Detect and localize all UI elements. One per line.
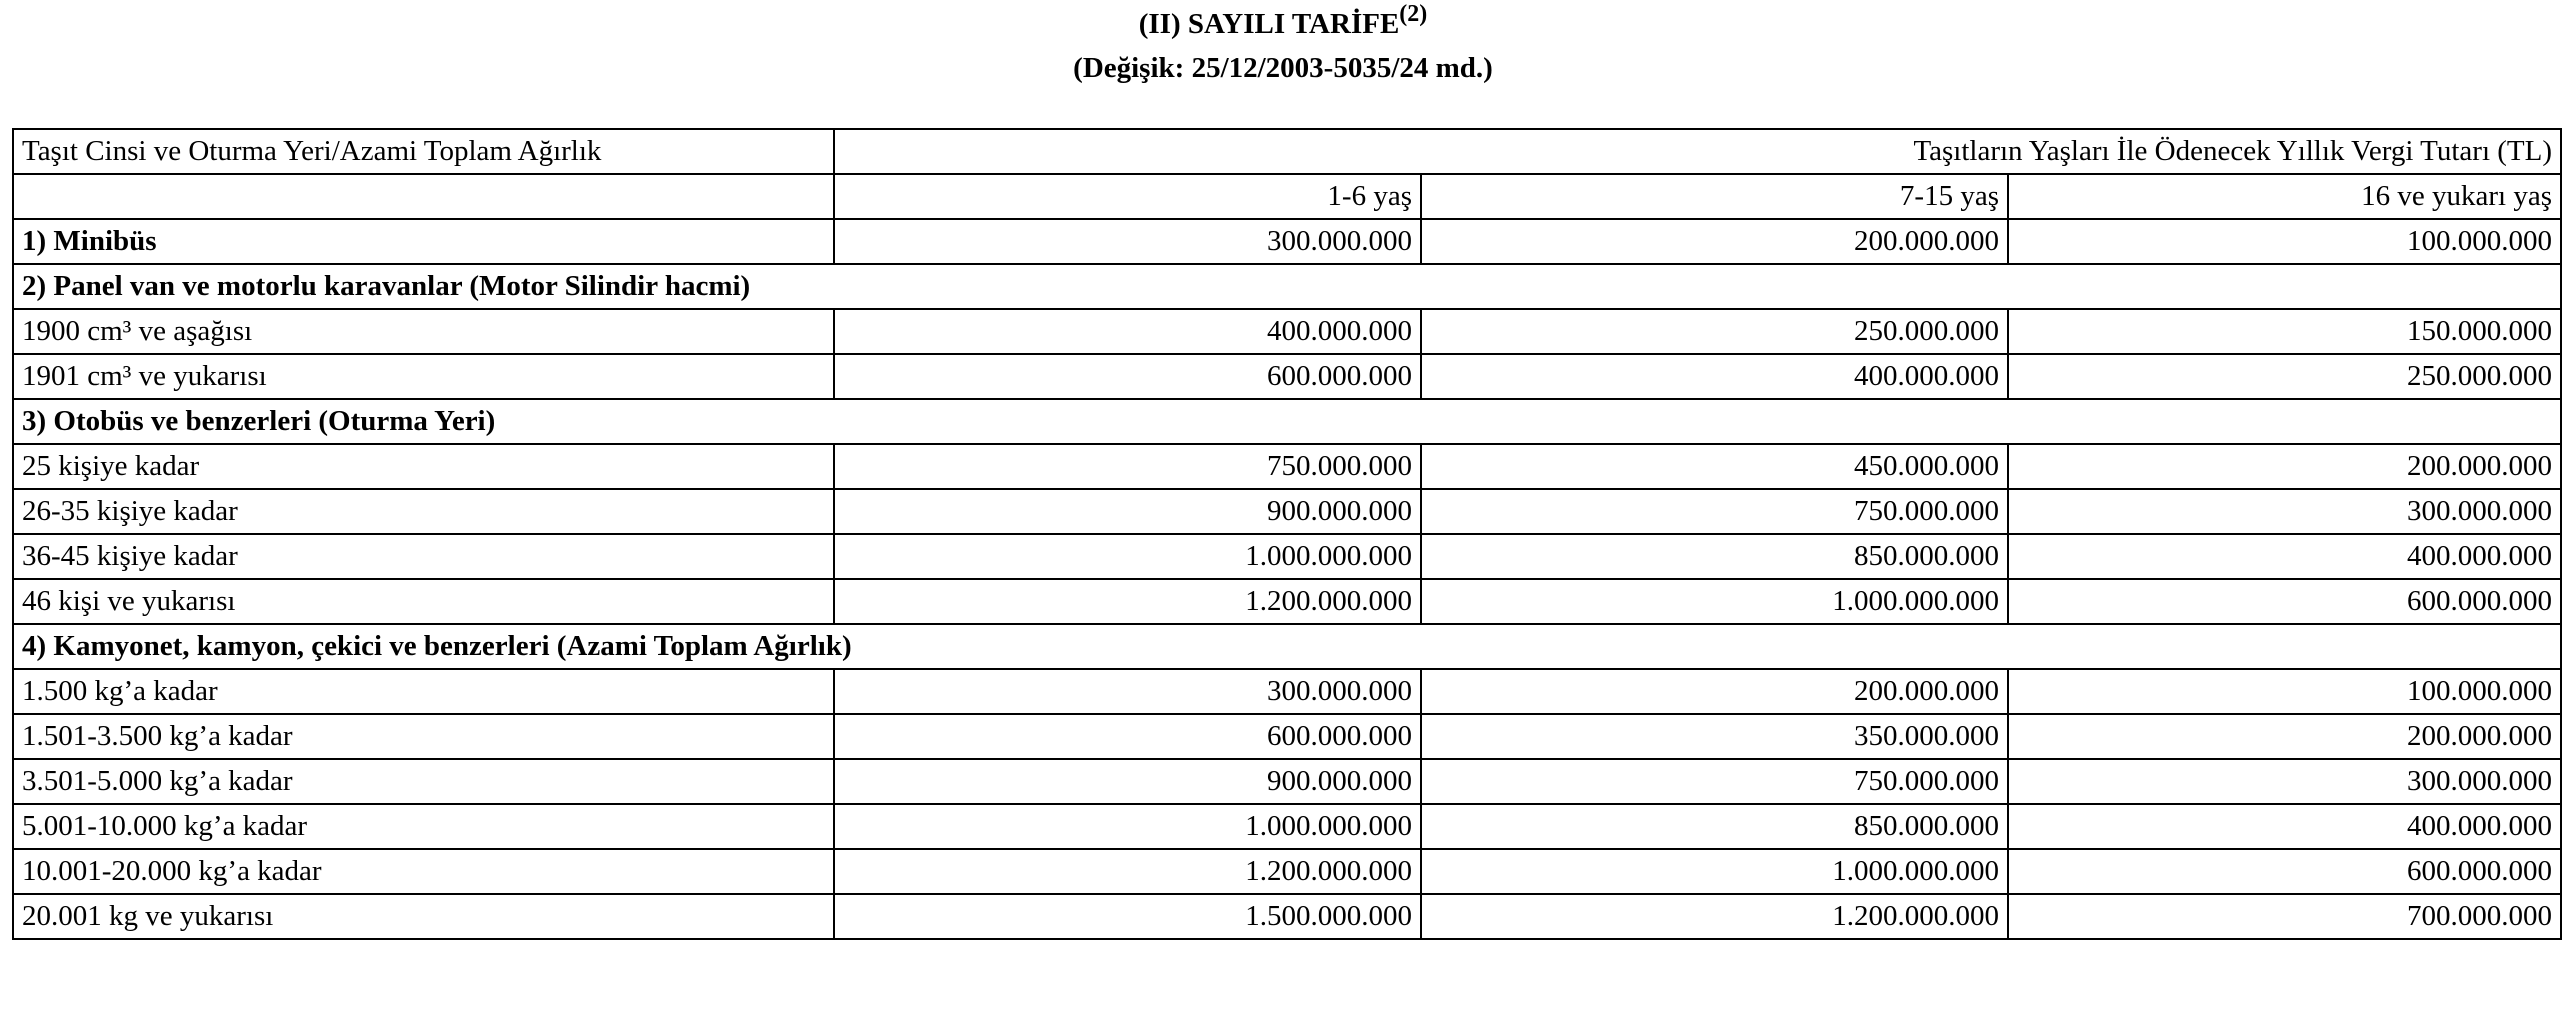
- tax-value: 600.000.000: [2008, 849, 2561, 894]
- table-row: [13, 804, 2561, 849]
- row-label: 1.500 kg’a kadar: [13, 669, 834, 714]
- tax-value: 200.000.000: [2008, 444, 2561, 489]
- table-row: [13, 759, 2561, 804]
- section-heading: 2) Panel van ve motorlu karavanlar (Motor Silindir hacmi): [13, 264, 2561, 309]
- tax-value: 1.000.000.000: [1421, 579, 2008, 624]
- tax-value: 400.000.000: [834, 309, 1421, 354]
- age-group-header-row: [13, 174, 2561, 219]
- table-row: [13, 669, 2561, 714]
- tax-value: 850.000.000: [1421, 534, 2008, 579]
- row-label: 46 kişi ve yukarısı: [13, 579, 834, 624]
- tax-value: 700.000.000: [2008, 894, 2561, 939]
- tax-value: 1.200.000.000: [1421, 894, 2008, 939]
- annual-tax-header: Taşıtların Yaşları İle Ödenecek Yıllık Vergi Tutarı (TL): [834, 129, 2561, 174]
- document-title-block: [0, 2, 2566, 90]
- tax-value: 1.000.000.000: [1421, 849, 2008, 894]
- tax-tariff-table: [12, 128, 2562, 940]
- row-label: 1900 cm³ ve aşağısı: [13, 309, 834, 354]
- age-group-1-6: 1-6 yaş: [834, 174, 1421, 219]
- tax-value: 250.000.000: [2008, 354, 2561, 399]
- tax-value: 200.000.000: [1421, 669, 2008, 714]
- table-row-minibus: [13, 219, 2561, 264]
- section-heading: 4) Kamyonet, kamyon, çekici ve benzerleri (Azami Toplam Ağırlık): [13, 624, 2561, 669]
- row-label: 20.001 kg ve yukarısı: [13, 894, 834, 939]
- section-heading: 3) Otobüs ve benzerleri (Oturma Yeri): [13, 399, 2561, 444]
- tax-value: 1.000.000.000: [834, 804, 1421, 849]
- tax-value: 300.000.000: [834, 219, 1421, 264]
- table-row: [13, 534, 2561, 579]
- tax-value: 1.000.000.000: [834, 534, 1421, 579]
- tax-value: 350.000.000: [1421, 714, 2008, 759]
- table-row: [13, 894, 2561, 939]
- tax-value: 900.000.000: [834, 489, 1421, 534]
- footnote-mark: (2): [1399, 1, 1428, 27]
- tax-value: 1.200.000.000: [834, 849, 1421, 894]
- row-label: 1901 cm³ ve yukarısı: [13, 354, 834, 399]
- tax-value: 1.500.000.000: [834, 894, 1421, 939]
- tax-value: 600.000.000: [834, 354, 1421, 399]
- tax-value: 400.000.000: [2008, 534, 2561, 579]
- age-group-7-15: 7-15 yaş: [1421, 174, 2008, 219]
- tax-value: 750.000.000: [1421, 759, 2008, 804]
- amendment-note: (Değişik: 25/12/2003-5035/24 md.): [1073, 52, 1493, 84]
- table-row: [13, 489, 2561, 534]
- tax-value: 150.000.000: [2008, 309, 2561, 354]
- row-label: 5.001-10.000 kg’a kadar: [13, 804, 834, 849]
- row-label: 1.501-3.500 kg’a kadar: [13, 714, 834, 759]
- empty-header-cell: [13, 174, 834, 219]
- tax-value: 200.000.000: [2008, 714, 2561, 759]
- table-row: [13, 714, 2561, 759]
- row-label: 3.501-5.000 kg’a kadar: [13, 759, 834, 804]
- tax-value: 600.000.000: [834, 714, 1421, 759]
- tax-value: 450.000.000: [1421, 444, 2008, 489]
- tax-value: 300.000.000: [2008, 759, 2561, 804]
- tariff-title-text: (II) SAYILI TARİFE: [1138, 8, 1400, 40]
- tax-value: 900.000.000: [834, 759, 1421, 804]
- tax-value: 750.000.000: [834, 444, 1421, 489]
- tax-value: 750.000.000: [1421, 489, 2008, 534]
- table-row: [13, 444, 2561, 489]
- row-label: 10.001-20.000 kg’a kadar: [13, 849, 834, 894]
- tax-value: 1.200.000.000: [834, 579, 1421, 624]
- section-heading-truck: [13, 624, 2561, 669]
- row-label: 1) Minibüs: [13, 219, 834, 264]
- table-row: [13, 309, 2561, 354]
- tax-value: 850.000.000: [1421, 804, 2008, 849]
- tax-value: 400.000.000: [1421, 354, 2008, 399]
- tax-value: 600.000.000: [2008, 579, 2561, 624]
- tax-value: 100.000.000: [2008, 219, 2561, 264]
- table-row: [13, 354, 2561, 399]
- table-header-row: [13, 129, 2561, 174]
- tax-value: 300.000.000: [834, 669, 1421, 714]
- table-row: [13, 849, 2561, 894]
- tax-value: 250.000.000: [1421, 309, 2008, 354]
- row-label: 25 kişiye kadar: [13, 444, 834, 489]
- table-row: [13, 579, 2561, 624]
- section-heading-bus: [13, 399, 2561, 444]
- tax-value: 100.000.000: [2008, 669, 2561, 714]
- tax-value: 400.000.000: [2008, 804, 2561, 849]
- tariff-title: [0, 2, 2566, 46]
- age-group-16-plus: 16 ve yukarı yaş: [2008, 174, 2561, 219]
- row-label: 26-35 kişiye kadar: [13, 489, 834, 534]
- tax-value: 200.000.000: [1421, 219, 2008, 264]
- vehicle-type-header: Taşıt Cinsi ve Oturma Yeri/Azami Toplam Ağırlık: [13, 129, 834, 174]
- section-heading-panel-van: [13, 264, 2561, 309]
- tax-value: 300.000.000: [2008, 489, 2561, 534]
- row-label: 36-45 kişiye kadar: [13, 534, 834, 579]
